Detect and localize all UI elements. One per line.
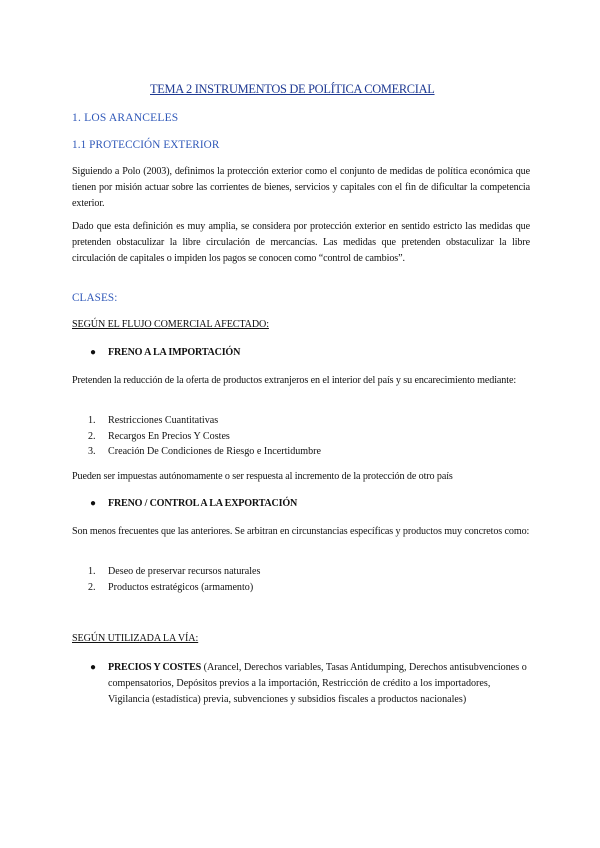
- bullet-freno-exportacion: [90, 496, 530, 512]
- bullet-dot-icon: ●: [90, 662, 97, 673]
- document-title: TEMA 2 INSTRUMENTOS DE POLÍTICA COMERCIAL: [150, 82, 435, 96]
- bullet-dot-icon: ●: [90, 498, 97, 509]
- bullet-description: (Arancel, Derechos variables, Tasas Antidumping, Derechos antisubvenciones o compensatorios, Depósitos previos a la importación, Restricción de crédito a los importadores, Vigilancia (estadística) previa, subvenciones y subsidios fiscales a productos nacionales): [108, 662, 527, 705]
- paragraph-impuestas: Pueden ser impuestas autónomamente o ser respuesta al incremento de la protección de otro país: [72, 471, 453, 482]
- bullet-text: [108, 660, 530, 708]
- via-heading: SEGÚN UTILIZADA LA VÍA:: [72, 633, 199, 644]
- section-heading-aranceles: 1. LOS ARANCELES: [72, 112, 179, 124]
- paragraph-definicion: Siguiendo a Polo (2003), definimos la protección exterior como el conjunto de medidas de política económica que tienen por misión actuar sobre las corrientes de bienes, servicios y capitales con el fin de dificultar la competencia exterior.: [72, 166, 530, 209]
- bullet-label: FRENO A LA IMPORTACIÓN: [108, 347, 241, 358]
- subsection-heading-proteccion: 1.1 PROTECCIÓN EXTERIOR: [72, 139, 220, 151]
- flujo-heading: SEGÚN EL FLUJO COMERCIAL AFECTADO:: [72, 319, 269, 330]
- bullet-label: PRECIOS Y COSTES: [108, 662, 202, 673]
- paragraph-sentido-estricto: Dado que esta definición es muy amplia, se considera por protección exterior en sentido estricto las medidas que pretenden obstaculizar la libre circulación de mercancías. Las medidas que pretenden obstaculizar la libre circulación de capitales o impiden los pagos se conocen como “control de cambios”.: [72, 221, 530, 264]
- paragraph-importacion: Pretenden la reducción de la oferta de productos extranjeros en el interior del país y su encarecimiento mediante:: [72, 375, 517, 386]
- paragraph-exportacion: Son menos frecuentes que las anteriores. Se arbitran en circunstancias específicas y productos muy concretos como:: [72, 526, 530, 537]
- document-page: TEMA 2 INSTRUMENTOS DE POLÍTICA COMERCIAL 1. LOS ARANCELES 1.1 PROTECCIÓN EXTERIOR Siguiendo a Polo (2003), definimos la protección exterior como el conjunto de medidas de política económica que tienen por misión actuar sobre las corrientes de bienes, servicios y capitales con el fin de dificultar la competencia exterior. Dado que esta definición es muy amplia, se considera por protección exterior en sentido estricto las medidas que pretenden obstaculizar la libre circulación de mercancías. Las medidas que pretenden obstaculizar la libre circulación de capitales o impiden los pagos se conocen como “control de cambios”. CLASES: SEGÚN EL FLUJO COMERCIAL AFECTADO: ● FRENO A LA IMPORTACIÓN Pretenden la reducción de la oferta de productos extranjeros en el interior del país y su encarecimiento mediante: 1. Restricciones Cuantitativas 2. Recargos En Precios Y Costes 3. Creación De Condiciones de Riesgo e Incertidumbre Pueden ser impuestas autónomamente o ser respuesta al incremento de la protección de otro país ● FRENO / CONTROL A LA EXPORTACIÓN Son menos frecuentes que las anteriores. Se arbitran en circunstancias específicas y productos muy concretos como: 1. Deseo de preservar recursos naturales 2. Productos estratégicos (armamento) SEGÚN UTILIZADA LA VÍA: ● PRECIOS Y COSTES (Arancel, Derechos variables, Tasas Antidumping, Derechos antisubvenciones o compensatorios, Depósitos previos a la importación, Restricción de crédito a los importadores, Vigilancia (estadística) previa, subvenciones y subsidios fiscales a productos nacionales): [0, 0, 600, 848]
- bullet-label: FRENO / CONTROL A LA EXPORTACIÓN: [108, 498, 298, 509]
- clases-heading: CLASES:: [72, 292, 118, 304]
- bullet-precios-costes: [90, 660, 530, 708]
- bullet-freno-importacion: [90, 345, 530, 361]
- bullet-dot-icon: ●: [90, 347, 97, 358]
